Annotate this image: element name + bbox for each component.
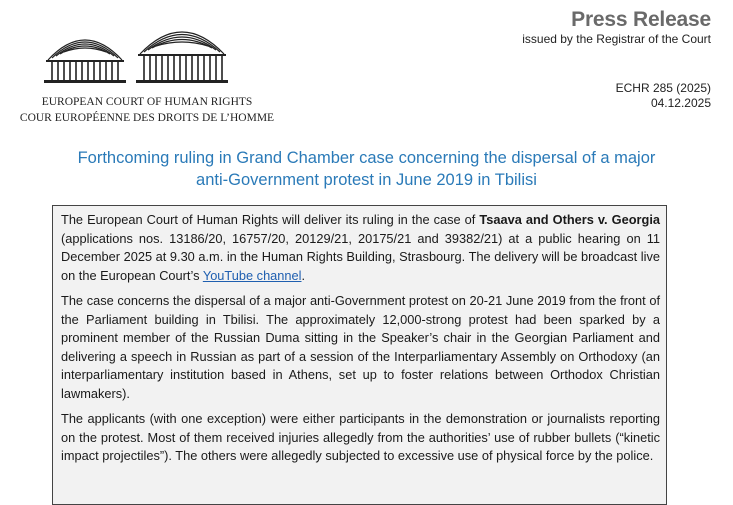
court-name-english: EUROPEAN COURT OF HUMAN RIGHTS: [41, 96, 253, 108]
paragraph-1-details: (applications nos. 13186/20, 16757/20, 20129/21, 20175/21 and 39382/21) at a public hearing on 11 December 2025 at 9.30 a.m. in the Human Rights Building, Strasbourg. The delivery will be broadcast live on the European Court’s: [61, 230, 660, 283]
headline-line-2: anti-Government protest in June 2019 in Tbilisi: [196, 171, 537, 189]
issued-by-line: issued by the Registrar of the Court: [522, 32, 711, 46]
echr-building-logo: [40, 14, 230, 94]
paragraph-1-end: .: [301, 267, 306, 283]
paragraph-2: The case concerns the dispersal of a major anti-Government protest on 20-21 June 2019 from the front of the Parliament building in Tbilisi. The approximately 12,000-strong protest had been sparked by a prominent member of the Russian Duma sitting in the Speaker’s chair in the Georgian Parliament and delivering a speech in Russian as part of a session of the Interparliamentary Assembly on Orthodoxy (an interparliamentary institution based in Athens, set up to foster relations between Orthodox Christian lawmakers).: [61, 293, 660, 401]
release-reference: ECHR 285 (2025): [615, 81, 711, 95]
youtube-channel-link[interactable]: YouTube channel: [202, 267, 302, 283]
paragraph-3: The applicants (with one exception) were either participants in the demonstration or journalists reporting on the protest. Most of them received injuries allegedly from the authorities’ use of rubber bullets (“kinetic impact projectiles”). The others were allegedly subjected to excessive use of physical force by the police.: [61, 411, 660, 463]
paragraph-1-intro: The European Court of Human Rights will deliver its ruling in the case of: [61, 212, 480, 227]
summary-box: [52, 205, 667, 505]
case-name: Tsaava and Others v. Georgia: [479, 212, 660, 227]
paragraph-1: [61, 211, 660, 285]
release-date: 04.12.2025: [650, 96, 711, 110]
court-name-french: COUR EUROPÉENNE DES DROITS DE L’HOMME: [19, 112, 275, 124]
press-release-title: Press Release: [571, 8, 711, 31]
headline-line-1: Forthcoming ruling in Grand Chamber case concerning the dispersal of a major: [77, 149, 656, 167]
headline: [40, 147, 693, 191]
